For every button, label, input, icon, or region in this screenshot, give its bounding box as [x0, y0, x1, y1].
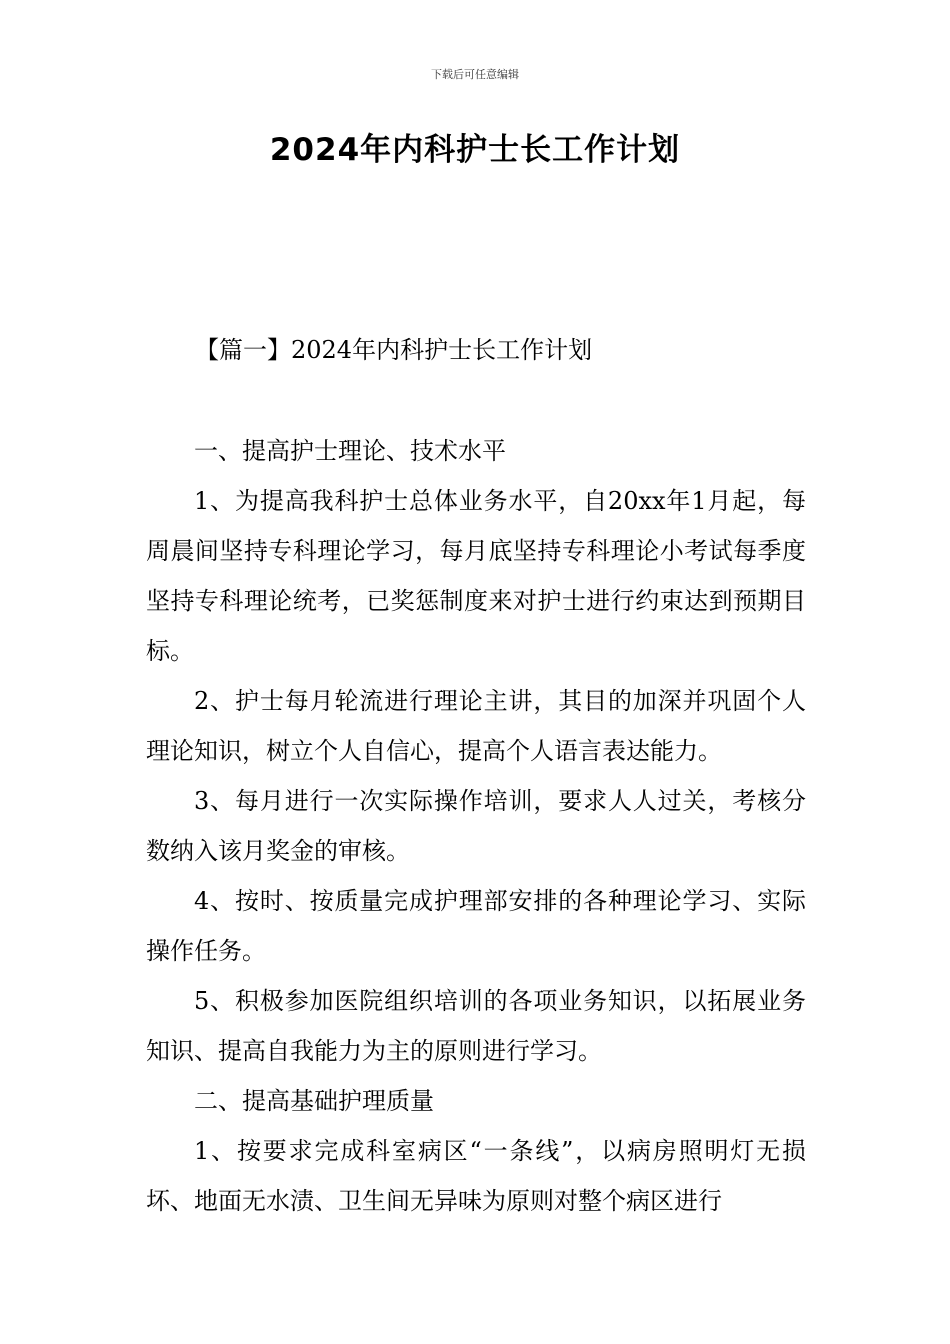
paragraph: 1、为提高我科护士总体业务水平，自20xx年1月起，每周晨间坚持专科理论学习，每月底坚持专科理论小考试每季度坚持专科理论统考，已奖惩制度来对护士进行约束达到预期目标。 [146, 487, 806, 665]
section-heading: 【篇一】2024年内科护士长工作计划 [195, 336, 593, 364]
heading-1: 一、提高护士理论、技术水平 [194, 437, 506, 465]
paragraph: 4、按时、按质量完成护理部安排的各种理论学习、实际操作任务。 [146, 887, 806, 965]
paragraph: 5、积极参加医院组织培训的各项业务知识，以拓展业务知识、提高自我能力为主的原则进行学习。 [146, 987, 806, 1065]
heading-2: 二、提高基础护理质量 [194, 1087, 434, 1115]
document-title: 2024年内科护士长工作计划 [269, 132, 681, 168]
paragraph: 2、护士每月轮流进行理论主讲，其目的加深并巩固个人理论知识，树立个人自信心，提高个人语言表达能力。 [146, 687, 806, 765]
header-note: 下载后可任意编辑 [431, 68, 519, 81]
paragraph: 3、每月进行一次实际操作培训，要求人人过关，考核分数纳入该月奖金的审核。 [146, 787, 806, 865]
document-body [146, 426, 806, 1226]
paragraph: 1、按要求完成科室病区“一条线”，以病房照明灯无损坏、地面无水渍、卫生间无异味为原则对整个病区进行 [146, 1137, 806, 1215]
